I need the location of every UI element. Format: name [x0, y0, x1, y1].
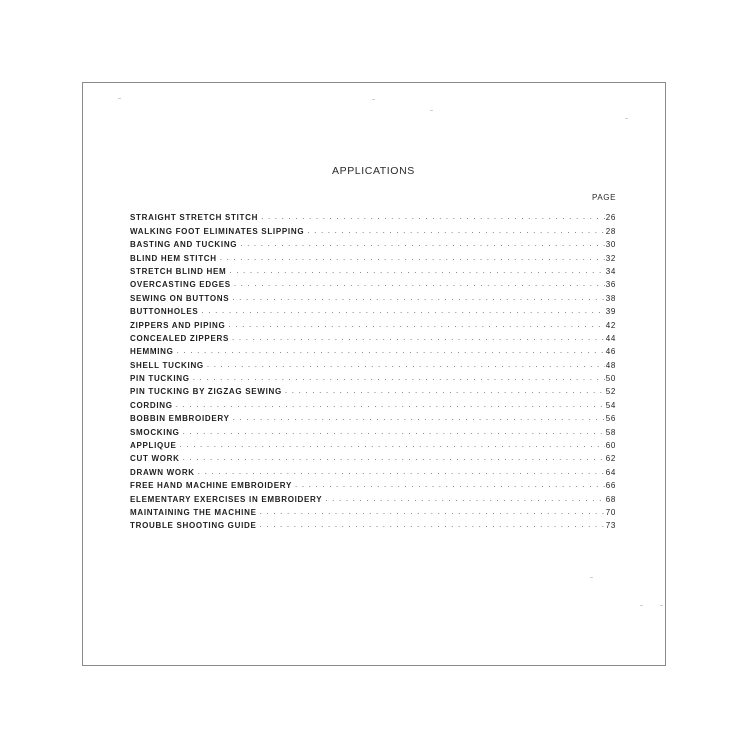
scan-speck — [640, 605, 643, 606]
dot-leader — [183, 427, 605, 437]
toc-entry-title: STRETCH BLIND HEM — [130, 266, 227, 276]
toc-entry-page: 34 — [605, 266, 616, 276]
page-column-header: PAGE — [592, 193, 617, 202]
toc-entry — [130, 249, 616, 262]
toc-entry — [130, 396, 616, 409]
toc-entry-page: 64 — [605, 467, 616, 477]
toc-entry-page: 44 — [605, 333, 616, 343]
dot-leader — [260, 507, 605, 517]
toc-entry-page: 58 — [605, 427, 616, 437]
toc-entry — [130, 356, 616, 369]
scan-speck — [590, 577, 593, 578]
dot-leader — [229, 266, 604, 276]
scan-speck — [372, 99, 375, 100]
scan-speck — [430, 110, 433, 111]
toc-entry-page: 36 — [605, 280, 616, 290]
toc-entry-page: 50 — [605, 374, 616, 384]
toc-entry — [130, 504, 616, 517]
toc-entry-page: 73 — [605, 521, 616, 531]
toc-entry-page: 32 — [605, 253, 616, 263]
toc-entry-page: 56 — [605, 414, 616, 424]
toc-entry-page: 66 — [605, 481, 616, 491]
page-title: APPLICATIONS — [332, 165, 415, 177]
toc-entry-title: CONCEALED ZIPPERS — [130, 333, 230, 343]
dot-leader — [285, 386, 605, 396]
toc-entry-title: DRAWN WORK — [130, 467, 195, 477]
toc-entry — [130, 236, 616, 249]
toc-entry-page: 38 — [605, 293, 616, 303]
toc-entry-page: 60 — [605, 441, 616, 451]
toc-entry-title: SMOCKING — [130, 427, 180, 437]
toc-entry-page: 48 — [605, 360, 616, 370]
toc-entry-page: 26 — [605, 213, 616, 223]
dot-leader — [295, 480, 605, 490]
toc-entry-title: HEMMING — [130, 347, 174, 357]
toc-entry — [130, 410, 616, 423]
toc-entry — [130, 343, 616, 356]
toc-entry — [130, 222, 616, 235]
toc-entry — [130, 263, 616, 276]
scan-speck — [660, 605, 663, 606]
toc-entry-title: SEWING ON BUTTONS — [130, 293, 230, 303]
toc-entry — [130, 463, 616, 476]
toc-entry — [130, 517, 616, 530]
dot-leader — [176, 400, 605, 410]
toc-entry-page: 42 — [605, 320, 616, 330]
toc-entry — [130, 477, 616, 490]
dot-leader — [232, 293, 604, 303]
toc-entry-page: 30 — [605, 240, 616, 250]
dot-leader — [198, 467, 605, 477]
toc-entry-title: PIN TUCKING — [130, 374, 190, 384]
toc-entry-page: 68 — [605, 494, 616, 504]
toc-entry — [130, 276, 616, 289]
toc-entry-title: ELEMENTARY EXERCISES IN EMBROIDERY — [130, 494, 323, 504]
dot-leader — [234, 279, 605, 289]
toc-entry — [130, 423, 616, 436]
scan-speck — [118, 98, 121, 99]
dot-leader — [261, 212, 605, 222]
toc-entry-page: 46 — [605, 347, 616, 357]
toc-entry — [130, 490, 616, 503]
dot-leader — [180, 440, 605, 450]
toc-entry-page: 28 — [605, 226, 616, 236]
toc-entry-title: CUT WORK — [130, 454, 180, 464]
toc-entry-title: MAINTAINING THE MACHINE — [130, 507, 257, 517]
toc-entry-title: TROUBLE SHOOTING GUIDE — [130, 521, 257, 531]
toc-entry-title: FREE HAND MACHINE EMBROIDERY — [130, 481, 292, 491]
toc-entry-title: STRAIGHT STRETCH STITCH — [130, 213, 259, 223]
toc-entry-title: WALKING FOOT ELIMINATES SLIPPING — [130, 226, 305, 236]
toc-entry-page: 54 — [605, 400, 616, 410]
toc-entry-page: 62 — [605, 454, 616, 464]
toc-entry-title: OVERCASTING EDGES — [130, 280, 231, 290]
toc-entry-page: 70 — [605, 507, 616, 517]
toc-entry — [130, 383, 616, 396]
dot-leader — [220, 253, 605, 263]
dot-leader — [233, 413, 605, 423]
toc-entry-title: SHELL TUCKING — [130, 360, 204, 370]
dot-leader — [201, 306, 604, 316]
toc-entry-title: CORDING — [130, 400, 173, 410]
toc-entry — [130, 316, 616, 329]
toc-entry — [130, 437, 616, 450]
toc-entry-title: APPLIQUE — [130, 441, 177, 451]
dot-leader — [240, 239, 604, 249]
toc-entry-page: 39 — [605, 307, 616, 317]
dot-leader — [260, 520, 605, 530]
dot-leader — [177, 346, 605, 356]
toc-entry-title: BOBBIN EMBROIDERY — [130, 414, 230, 424]
toc-entry-title: ZIPPERS AND PIPING — [130, 320, 226, 330]
toc-entry — [130, 289, 616, 302]
dot-leader — [228, 320, 604, 330]
toc-entry-title: BLIND HEM STITCH — [130, 253, 217, 263]
dot-leader — [232, 333, 605, 343]
scan-speck — [625, 118, 628, 119]
toc-entry-title: BUTTONHOLES — [130, 307, 199, 317]
toc-entry — [130, 450, 616, 463]
dot-leader — [307, 226, 604, 236]
table-of-contents — [130, 209, 616, 530]
toc-entry-title: BASTING AND TUCKING — [130, 240, 238, 250]
dot-leader — [325, 494, 604, 504]
dot-leader — [207, 360, 605, 370]
toc-entry-page: 52 — [605, 387, 616, 397]
toc-entry — [130, 209, 616, 222]
dot-leader — [183, 453, 605, 463]
dot-leader — [193, 373, 605, 383]
toc-entry — [130, 370, 616, 383]
toc-entry — [130, 330, 616, 343]
toc-entry — [130, 303, 616, 316]
toc-entry-title: PIN TUCKING BY ZIGZAG SEWING — [130, 387, 282, 397]
